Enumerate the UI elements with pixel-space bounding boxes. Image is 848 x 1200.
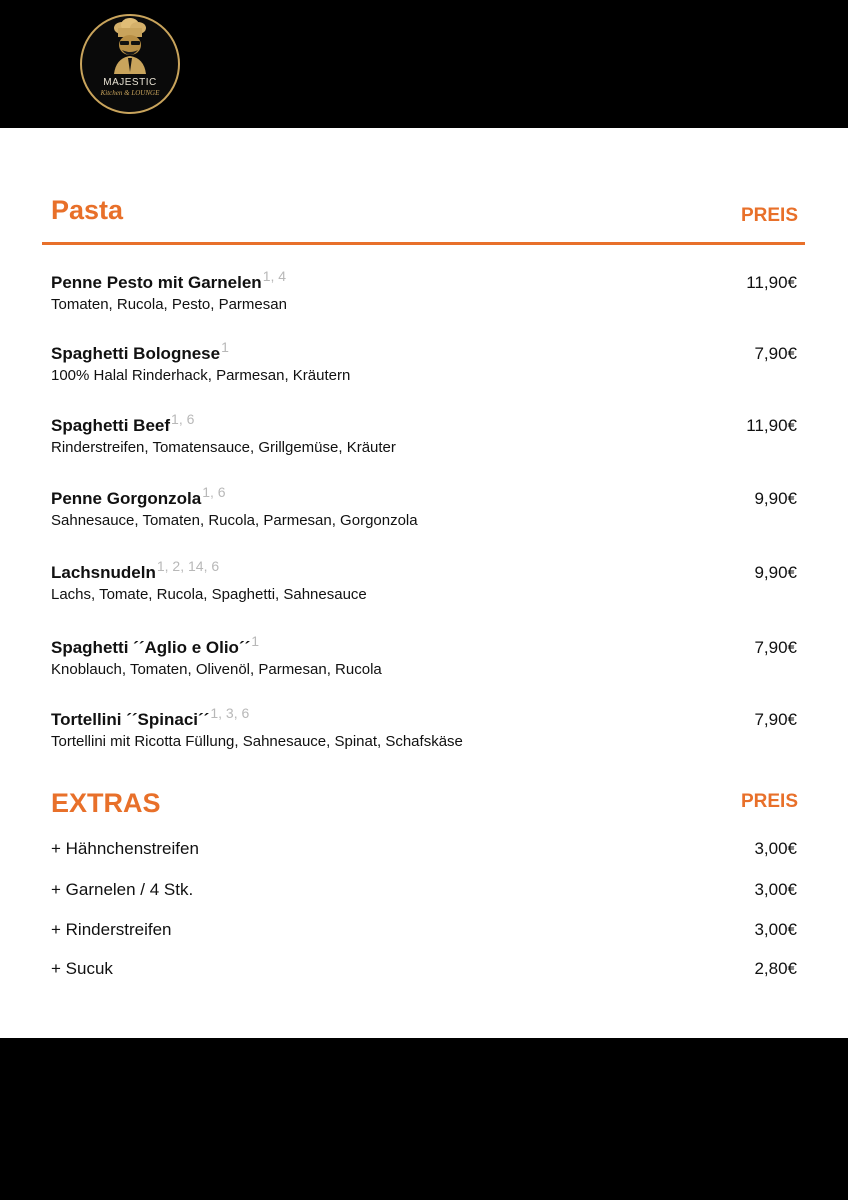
- pasta-price-header: PREIS: [740, 205, 798, 226]
- extras-price-header: PREIS: [740, 791, 798, 812]
- menu-item: [51, 339, 801, 384]
- allergen-codes: 1: [251, 633, 260, 649]
- menu-item: [51, 268, 801, 313]
- menu-item-description: Lachs, Tomate, Rucola, Spaghetti, Sahnesauce: [51, 586, 367, 603]
- logo-name: MAJESTIC: [103, 77, 157, 88]
- extra-item-price: 3,00€: [754, 920, 797, 939]
- footer-bar: [0, 1038, 848, 1200]
- menu-item-price: 11,90€: [746, 416, 797, 435]
- menu-item-description: Tomaten, Rucola, Pesto, Parmesan: [51, 296, 287, 313]
- menu-item-description: Knoblauch, Tomaten, Olivenöl, Parmesan, Rucola: [51, 661, 382, 678]
- menu-item: [51, 411, 801, 456]
- menu-item-description: Sahnesauce, Tomaten, Rucola, Parmesan, Gorgonzola: [51, 512, 418, 529]
- allergen-codes: 1, 3, 6: [210, 705, 250, 721]
- extra-item-name: + Rinderstreifen: [51, 920, 172, 939]
- allergen-codes: 1, 2, 14, 6: [156, 558, 220, 574]
- menu-item: [51, 558, 801, 603]
- logo-subtitle: Kitchen & LOUNGE: [100, 89, 160, 97]
- extras-section-title: EXTRAS: [51, 788, 161, 818]
- menu-item-name: Penne Gorgonzola$^{1, 6}$: [51, 484, 226, 508]
- menu-item-price: 7,90€: [754, 344, 797, 363]
- menu-item-description: Rinderstreifen, Tomatensauce, Grillgemüse, Kräuter: [51, 439, 396, 456]
- menu-item-description: 100% Halal Rinderhack, Parmesan, Kräutern: [51, 367, 351, 384]
- menu-item-name: Spaghetti Beef$^{1, 6}$: [51, 411, 195, 435]
- menu-item-price: 7,90€: [754, 710, 797, 729]
- header-bar: [0, 0, 848, 128]
- menu-item-name: Tortellini ´´Spinaci´´$^{1, 3, 6}$: [51, 705, 250, 729]
- section-divider: [42, 242, 805, 245]
- extra-item-name: + Garnelen / 4 Stk.: [51, 880, 194, 899]
- allergen-codes: 1, 4: [262, 268, 287, 284]
- allergen-codes: 1, 6: [171, 411, 195, 427]
- menu-item-description: Tortellini mit Ricotta Füllung, Sahnesauce, Spinat, Schafskäse: [51, 733, 463, 750]
- extra-item-price: 3,00€: [754, 880, 797, 899]
- allergen-codes: 1: [221, 339, 229, 355]
- restaurant-logo: [80, 14, 180, 114]
- menu-item-price: 9,90€: [754, 563, 797, 582]
- allergen-codes: 1, 6: [202, 484, 226, 500]
- menu-item-name: Spaghetti ´´Aglio e Olio´´$^1$: [51, 633, 260, 657]
- pasta-section-title: Pasta: [51, 195, 124, 225]
- menu-item: [51, 484, 801, 529]
- extra-item-price: 3,00€: [754, 839, 797, 858]
- extra-item-name: + Sucuk: [51, 959, 113, 978]
- extra-item-name: + Hähnchenstreifen: [51, 839, 199, 858]
- menu-item: [51, 633, 801, 678]
- menu-item-price: 7,90€: [754, 638, 797, 657]
- menu-item-price: 9,90€: [754, 489, 797, 508]
- chef-mascot-icon: [82, 16, 178, 112]
- menu-item: [51, 705, 801, 750]
- menu-item-name: Lachsnudeln$^{1, 2, 14, 6}$: [51, 558, 220, 582]
- menu-item-name: Spaghetti Bolognese$^1$: [51, 339, 229, 363]
- menu-item-name: Penne Pesto mit Garnelen$^{1, 4}$: [51, 268, 287, 292]
- extra-item-price: 2,80€: [754, 959, 797, 978]
- menu-item-price: 11,90€: [746, 273, 797, 292]
